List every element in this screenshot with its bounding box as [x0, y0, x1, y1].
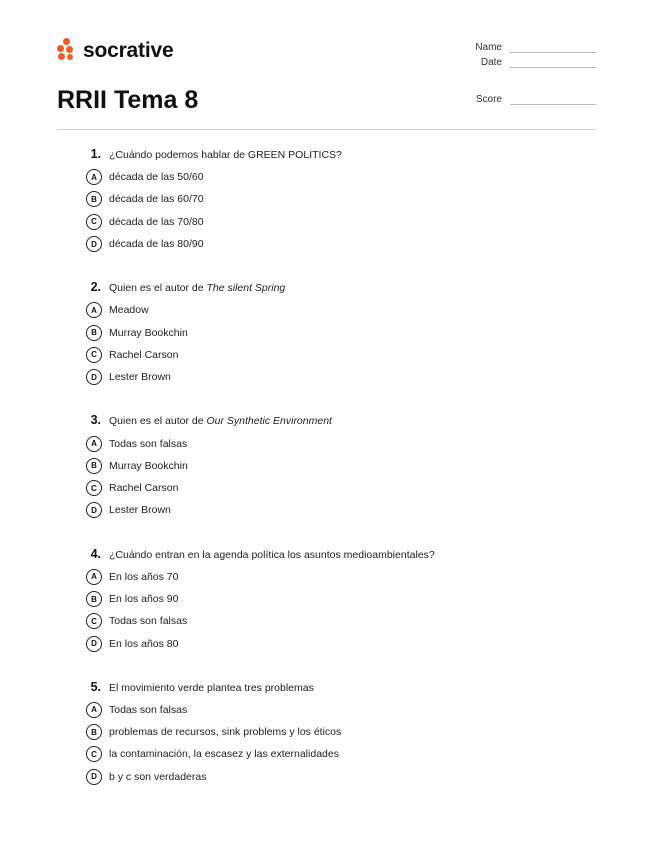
option-text: En los años 70: [109, 570, 179, 583]
answer-option[interactable]: [85, 743, 605, 765]
option-text: Todas son falsas: [109, 615, 188, 628]
question-2: [85, 280, 605, 388]
question-number: 5.: [90, 679, 101, 694]
option-text: década de las 80/90: [109, 238, 204, 251]
option-letter-circle[interactable]: B: [86, 458, 102, 474]
question-number: 3.: [90, 413, 101, 428]
option-letter-circle[interactable]: C: [86, 746, 102, 762]
option-text: década de las 60/70: [109, 193, 204, 206]
answer-option[interactable]: [85, 166, 605, 188]
question-header: [85, 547, 605, 566]
question-work-title: The silent Spring: [206, 282, 286, 295]
question-work-title: Our Synthetic Environment: [206, 415, 332, 428]
score-field: [462, 94, 596, 105]
option-letter-circle[interactable]: A: [86, 302, 102, 318]
option-letter-circle[interactable]: A: [86, 436, 102, 452]
header-divider: [57, 129, 596, 130]
option-letter-circle[interactable]: A: [86, 569, 102, 585]
option-text: Murray Bookchin: [109, 459, 188, 472]
question-text: [109, 682, 314, 694]
option-letter-circle[interactable]: C: [86, 480, 102, 496]
answer-option[interactable]: [85, 499, 605, 521]
option-text: Todas son falsas: [109, 703, 188, 716]
question-number: 4.: [90, 546, 101, 561]
page-header: [0, 0, 654, 131]
option-letter-circle[interactable]: C: [86, 613, 102, 629]
option-text: Lester Brown: [109, 371, 171, 384]
answer-option[interactable]: [85, 188, 605, 210]
question-header: [85, 280, 605, 299]
option-text: b y c son verdaderas: [109, 770, 207, 783]
answer-option[interactable]: [85, 455, 605, 477]
option-text: década de las 50/60: [109, 171, 204, 184]
option-letter-circle[interactable]: A: [86, 702, 102, 718]
answer-option[interactable]: [85, 721, 605, 743]
option-letter-circle[interactable]: B: [86, 591, 102, 607]
question-3: [85, 413, 605, 521]
question-4: [85, 547, 605, 655]
page-title: RRII Tema 8: [57, 86, 199, 114]
answer-option[interactable]: [85, 632, 605, 654]
score-line: [510, 96, 596, 105]
name-label: Name: [475, 42, 502, 53]
option-letter-circle[interactable]: A: [86, 169, 102, 185]
answer-option[interactable]: [85, 610, 605, 632]
date-field: [462, 57, 596, 68]
option-text: Rachel Carson: [109, 482, 179, 495]
option-letter-circle[interactable]: B: [86, 325, 102, 341]
date-label: Date: [480, 57, 502, 68]
question-1: [85, 147, 605, 255]
option-text: Murray Bookchin: [109, 326, 188, 339]
name-field: [462, 42, 596, 53]
answer-option[interactable]: [85, 366, 605, 388]
question-header: [85, 147, 605, 166]
answer-option[interactable]: [85, 766, 605, 788]
answer-option[interactable]: [85, 211, 605, 233]
question-header: [85, 680, 605, 699]
question-prompt: Quien es el autor de: [109, 415, 207, 428]
option-letter-circle[interactable]: D: [86, 769, 102, 785]
option-letter-circle[interactable]: C: [86, 347, 102, 363]
answer-option[interactable]: [85, 233, 605, 255]
socrative-logo-icon: [57, 38, 77, 64]
option-letter-circle[interactable]: B: [86, 191, 102, 207]
option-letter-circle[interactable]: B: [86, 724, 102, 740]
question-number: 2.: [90, 280, 101, 295]
option-text: Meadow: [109, 304, 149, 317]
option-text: Todas son falsas: [109, 437, 188, 450]
option-letter-circle[interactable]: D: [86, 502, 102, 518]
score-label: Score: [475, 94, 502, 105]
answer-option[interactable]: [85, 299, 605, 321]
question-prompt: ¿Cuándo entran en la agenda política los asuntos medioambientales?: [109, 548, 435, 561]
socrative-logo: [57, 38, 173, 64]
question-header: [85, 413, 605, 432]
question-5: [85, 680, 605, 788]
name-line: [510, 44, 596, 53]
question-text: [109, 415, 332, 427]
option-text: la contaminación, la escasez y las externalidades: [109, 748, 339, 761]
option-letter-circle[interactable]: D: [86, 369, 102, 385]
question-prompt: Quien es el autor de: [109, 282, 207, 295]
answer-option[interactable]: [85, 477, 605, 499]
question-text: [109, 282, 285, 294]
option-text: Lester Brown: [109, 504, 171, 517]
option-letter-circle[interactable]: D: [86, 236, 102, 252]
answer-option[interactable]: [85, 344, 605, 366]
question-prompt: El movimiento verde plantea tres problemas: [109, 681, 314, 694]
option-letter-circle[interactable]: C: [86, 214, 102, 230]
answer-option[interactable]: [85, 321, 605, 343]
option-letter-circle[interactable]: D: [86, 636, 102, 652]
question-text: [109, 549, 435, 561]
answer-option[interactable]: [85, 432, 605, 454]
answer-option[interactable]: [85, 699, 605, 721]
option-text: Rachel Carson: [109, 348, 179, 361]
option-text: problemas de recursos, sink problems y los éticos: [109, 726, 342, 739]
question-text: [109, 149, 342, 161]
answer-option[interactable]: [85, 566, 605, 588]
option-text: En los años 80: [109, 637, 179, 650]
option-text: En los años 90: [109, 593, 179, 605]
answer-option[interactable]: [85, 588, 605, 610]
brand-name: socrative: [83, 39, 174, 62]
question-prompt: ¿Cuándo podemos hablar de GREEN POLITICS?: [109, 149, 342, 161]
question-list: [85, 147, 605, 813]
question-number: 1.: [90, 147, 101, 161]
option-text: década de las 70/80: [109, 215, 204, 228]
date-line: [510, 59, 596, 68]
